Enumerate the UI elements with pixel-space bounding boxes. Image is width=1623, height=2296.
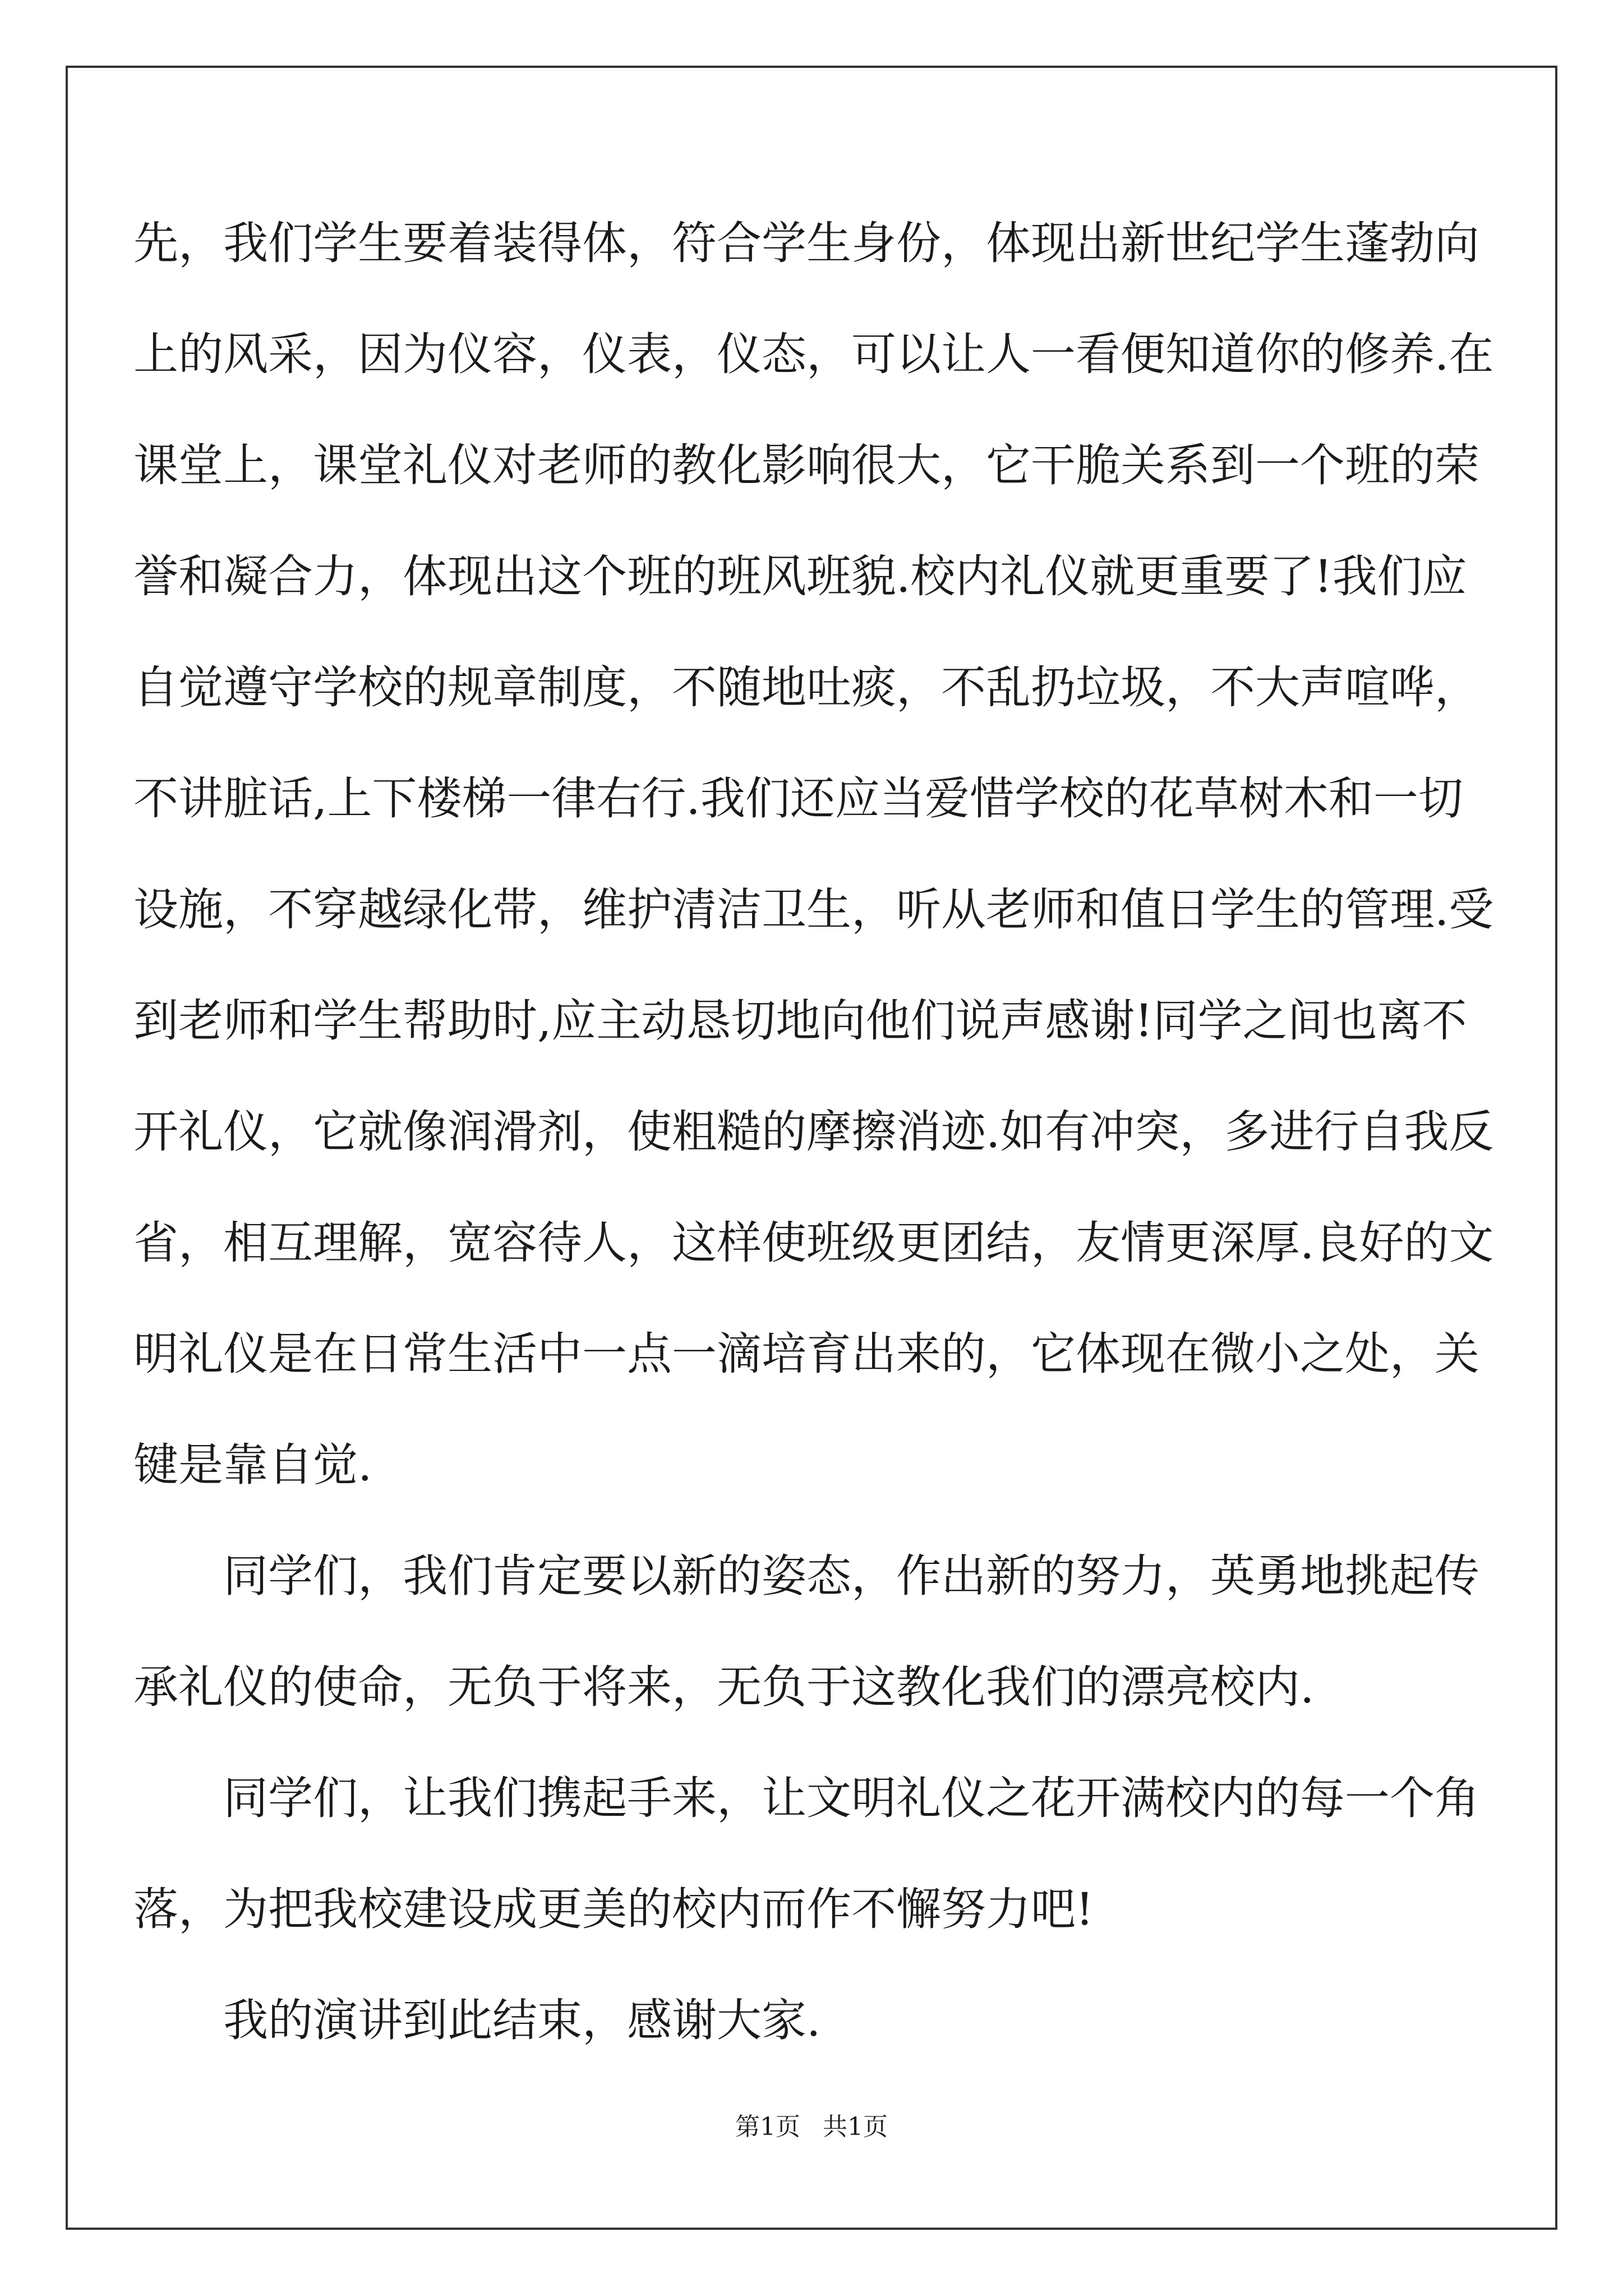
paragraph-line: 同学们，我们肯定要以新的姿态，作出新的努力，英勇地挑起传 — [223, 1550, 1479, 1602]
text-line: 到老师和学生帮助时,应主动恳切地向他们说声感谢!同学之间也离不 — [133, 995, 1467, 1047]
text-line: 先，我们学生要着装得体，符合学生身份，体现出新世纪学生蓬勃向 — [133, 217, 1479, 269]
page-count: 共1页 — [823, 2113, 888, 2141]
page-footer — [0, 2110, 1623, 2144]
paragraph-line: 落，为把我校建设成更美的校内而作不懈努力吧! — [133, 1883, 1094, 1935]
closing-line: 我的演讲到此结束，感谢大家. — [223, 1994, 821, 2046]
text-line: 上的风采，因为仪容，仪表，仪态，可以让人一看便知道你的修养.在 — [133, 328, 1494, 380]
text-line: 开礼仪，它就像润滑剂，使粗糙的摩擦消迹.如有冲突，多进行自我反 — [133, 1106, 1494, 1158]
text-line: 键是靠自觉. — [133, 1439, 372, 1491]
document-body — [133, 188, 1494, 2076]
text-line: 课堂上，课堂礼仪对老师的教化影响很大，它干脆关系到一个班的荣 — [133, 439, 1479, 491]
text-line: 明礼仪是在日常生活中一点一滴培育出来的，它体现在微小之处，关 — [133, 1328, 1479, 1380]
text-line: 不讲脏话,上下楼梯一律右行.我们还应当爱惜学校的花草树木和一切 — [133, 772, 1463, 825]
text-line: 设施，不穿越绿化带，维护清洁卫生，听从老师和值日学生的管理.受 — [133, 884, 1494, 936]
text-line: 省，相互理解，宽容待人，这样使班级更团结，友情更深厚.良好的文 — [133, 1217, 1494, 1269]
page-number: 第1页 — [735, 2113, 800, 2141]
paragraph-line: 承礼仪的使命，无负于将来，无负于这教化我们的漂亮校内. — [133, 1661, 1315, 1713]
text-line: 誉和凝合力，体现出这个班的班风班貌.校内礼仪就更重要了!我们应 — [133, 550, 1467, 602]
paragraph-line: 同学们，让我们携起手来，让文明礼仪之花开满校内的每一个角 — [223, 1772, 1479, 1824]
text-line: 自觉遵守学校的规章制度，不随地吐痰，不乱扔垃圾，不大声喧哗， — [133, 661, 1479, 714]
